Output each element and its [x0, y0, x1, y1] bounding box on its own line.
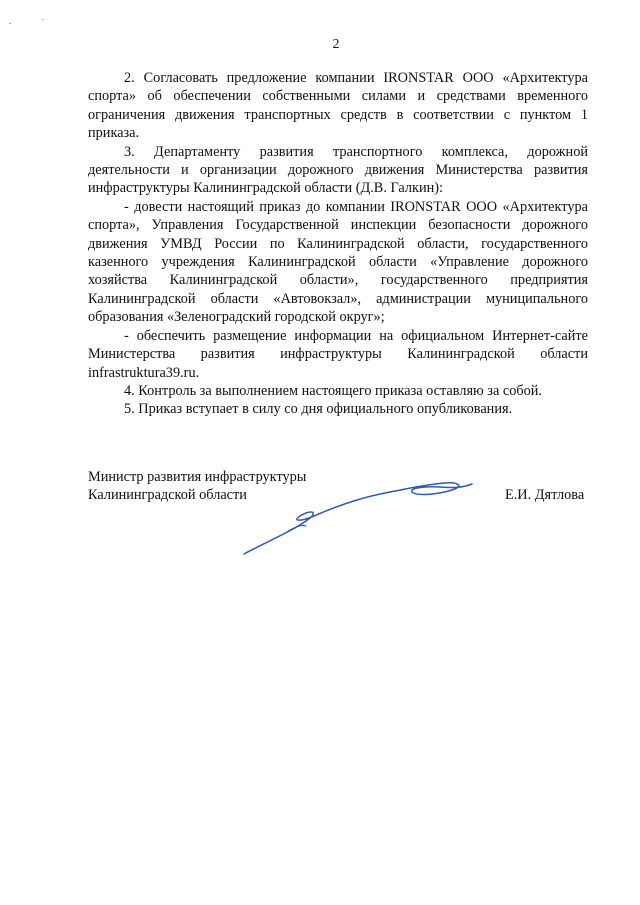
- scan-speck: [9, 23, 11, 24]
- signatory-title-line1: Министр развития инфраструктуры: [88, 469, 307, 485]
- signatory-name: Е.И. Дятлова: [505, 487, 585, 503]
- document-body: [88, 69, 588, 419]
- paragraph-subitem-publish: - обеспечить размещение информации на официальном Интернет-сайте Министерства развития инфраструктуры Калининградской области infrastruktura39.ru.: [88, 327, 588, 381]
- handwritten-signature-icon: [240, 470, 480, 560]
- signatory-title-line2: Калининградской области: [88, 487, 247, 504]
- paragraph-item-4: 4. Контроль за выполнением настоящего приказа оставляю за собой.: [124, 382, 543, 399]
- paragraph-subitem-notify: - довести настоящий приказ до компании IRONSTAR ООО «Архитектура спорта», Управления Государственной инспекции безопасности дорожного движения УМВД России по Калининградской области, государственного казенного учреждения Калининградской области «Управление дорожного хозяйства Калининградской области», государственного предприятия Калининградской области «Автовокзал», администрации муниципального образования «Зеленоградский городской округ»;: [88, 198, 588, 326]
- page-number: 2: [332, 37, 340, 52]
- paragraph-item-3: 3. Департаменту развития транспортного комплекса, дорожной деятельности и организации дорожного движения Министерства развития инфраструктуры Калининградской области (Д.В. Галкин):: [88, 143, 588, 197]
- paragraph-item-2: 2. Согласовать предложение компании IRONSTAR ООО «Архитектура спорта» об обеспечении собственными силами и средствами временного ограничения движения транспортных средств в соответствии с пунктом 1 приказа.: [88, 70, 588, 142]
- paragraph-item-5: 5. Приказ вступает в силу со дня официального опубликования.: [124, 401, 513, 418]
- scan-speck: [42, 19, 44, 20]
